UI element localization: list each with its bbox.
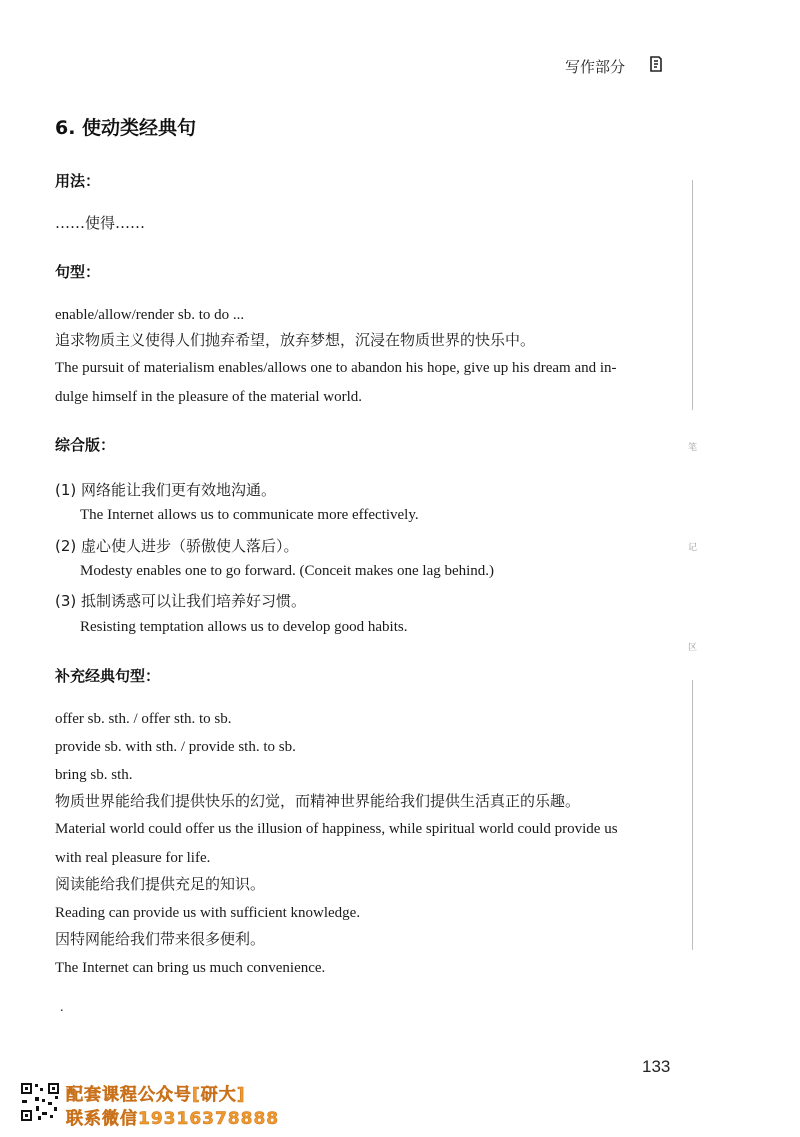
combined-item-cn: [55, 591, 306, 611]
pattern-line: 追求物质主义使得人们抛弃希望，放弃梦想，沉浸在物质世界的快乐中。: [55, 331, 536, 349]
supplement-line: The Internet can bring us much convenience.: [55, 960, 326, 976]
margin-note: 区: [688, 643, 698, 653]
margin-rule-top: [692, 180, 693, 410]
supplement-line: 因特网能给我们带来很多便利。: [55, 930, 266, 948]
supplement-line: Material world could offer us the illusion of happiness, while spiritual world could provide us: [55, 821, 618, 837]
supplement-line: provide sb. with sth. / provide sth. to sb.: [55, 739, 296, 755]
supplement-line: 物质世界能给我们提供快乐的幻觉，而精神世界能给我们提供生活真正的乐趣。: [55, 792, 581, 810]
item-chinese: 抵制诱惑可以让我们培养好习惯。: [81, 592, 307, 610]
margin-note: 笔: [688, 443, 698, 453]
supplement-line: Reading can provide us with sufficient knowledge.: [55, 905, 361, 921]
margin-rule-bottom: [692, 680, 693, 950]
usage-heading: 用法：: [55, 172, 101, 190]
supplement-line: with real pleasure for life.: [55, 850, 211, 866]
pattern-line: enable/allow/render sb. to do ...: [55, 307, 245, 323]
item-english: Resisting temptation allows us to develop good habits.: [80, 619, 408, 635]
item-number: (3): [55, 592, 77, 610]
supplement-line: offer sb. sth. / offer sth. to sb.: [55, 711, 232, 727]
pattern-line: dulge himself in the pleasure of the material world.: [55, 389, 362, 405]
margin-note: 记: [688, 543, 698, 553]
combined-heading: 综合版：: [55, 436, 116, 454]
promo-line-2: 联系微信19316378888: [66, 1109, 280, 1129]
stray-dot: .: [60, 1000, 64, 1015]
pattern-heading: 句型：: [55, 263, 101, 281]
item-chinese: 虚心使人进步（骄傲使人落后）。: [81, 537, 299, 555]
item-number: (1): [55, 481, 77, 499]
page-number: 133: [642, 1057, 671, 1076]
item-english: Modesty enables one to go forward. (Conceit makes one lag behind.): [80, 563, 495, 579]
combined-item-cn: [55, 536, 299, 556]
item-chinese: 网络能让我们更有效地沟通。: [81, 481, 277, 499]
item-number: (2): [55, 537, 77, 555]
promo-line-1: 配套课程公众号[研大]: [66, 1085, 246, 1105]
supplement-heading: 补充经典句型：: [55, 667, 161, 685]
pattern-line: The pursuit of materialism enables/allows one to abandon his hope, give up his dream and in-: [55, 360, 617, 376]
combined-item-cn: [55, 480, 276, 500]
qr-code-icon: [20, 1082, 60, 1122]
item-english: The Internet allows us to communicate more effectively.: [80, 507, 419, 523]
usage-text: ……使得……: [55, 214, 146, 232]
running-head: 写作部分: [565, 58, 626, 76]
book-logo-icon: [648, 55, 664, 73]
supplement-line: 阅读能给我们提供充足的知识。: [55, 875, 266, 893]
supplement-line: bring sb. sth.: [55, 767, 133, 783]
section-title: 6. 使动类经典句: [55, 117, 197, 139]
